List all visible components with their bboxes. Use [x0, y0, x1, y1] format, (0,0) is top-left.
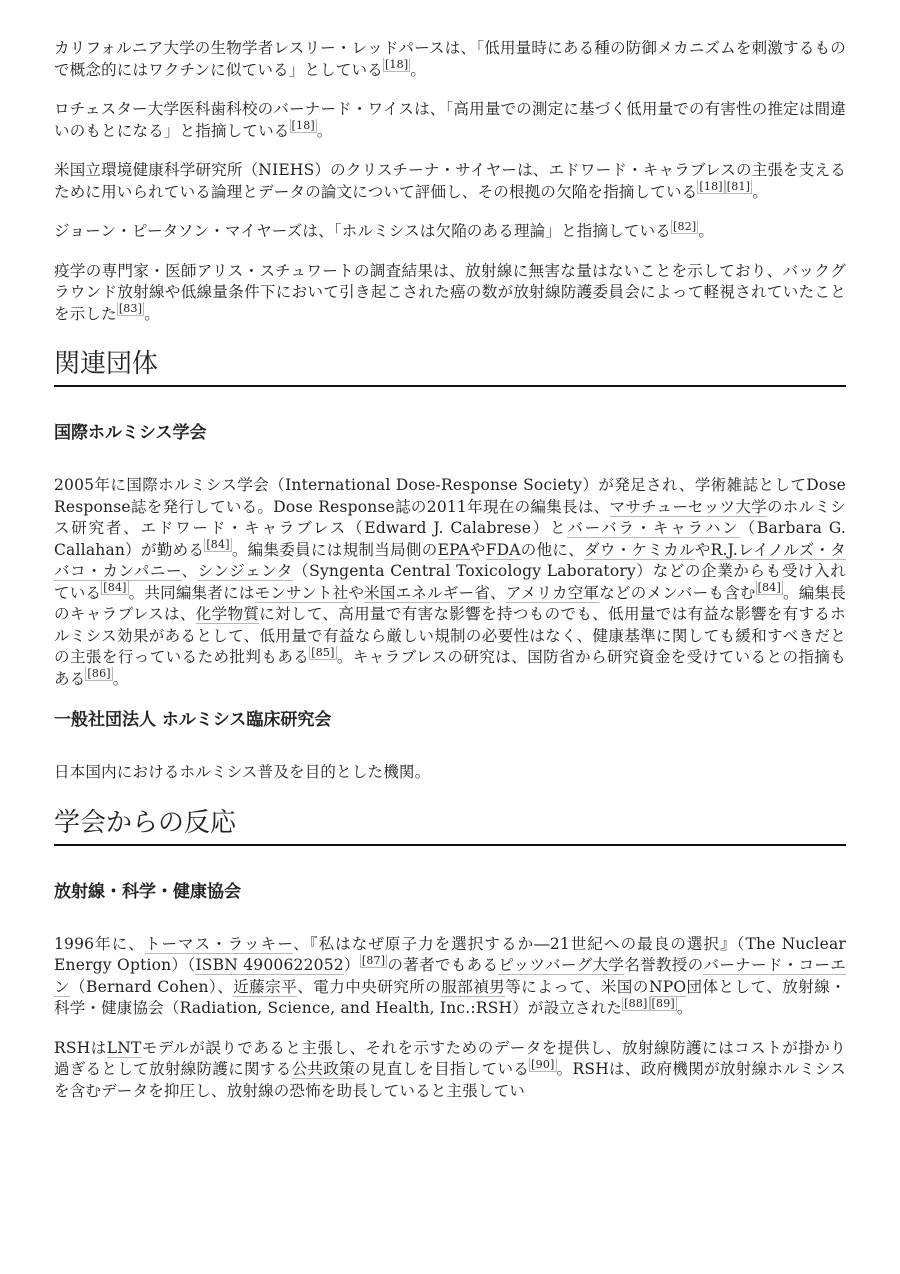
paragraph-text: 。 [676, 999, 693, 1017]
link-us-department-of-energy[interactable]: 米国エネルギー省 [364, 583, 491, 602]
paragraph-text: （Syngenta Central Toxicology Laboratory）などの企業からも受け入れている [54, 562, 847, 602]
paragraph-text: 名誉教授の [624, 956, 704, 974]
paragraph-niehs [54, 160, 846, 203]
paragraph-text: 。 [698, 222, 715, 240]
paragraph-text: 。RSHは、政府機関が放射線ホルミシスを含むデータを抑圧し、放射線の恐怖を助長していると主張してい [54, 1060, 846, 1100]
paragraph-text: や [469, 540, 486, 559]
link-isbn[interactable]: ISBN 4900622052 [195, 956, 344, 974]
paragraph-text: 、 [490, 583, 506, 602]
link-us-air-force[interactable]: アメリカ空軍 [505, 583, 600, 602]
link-lnt[interactable]: LNT [106, 1038, 142, 1057]
paragraph-rsh-founding [54, 934, 846, 1020]
paragraph-text: 。編集委員には規制当局側の [231, 540, 438, 559]
reference-link[interactable]: [83] [118, 302, 143, 316]
paragraph-text: 1996年に、 [54, 934, 145, 953]
paragraph-text: や [694, 540, 711, 559]
paragraph-text: モデルが誤りであると主張し、それを示すためのデータを提供し、放射線防護にはコストが掛かり過ぎるとして放射線防護に関する [54, 1038, 846, 1078]
link-bernard-cohen[interactable]: バーナード・コーエン [54, 956, 846, 996]
link-pittsburgh-university[interactable]: ピッツバーグ大学 [498, 956, 625, 974]
link-monsanto[interactable]: モンサント社 [254, 583, 349, 602]
paragraph-text: の著者でもある [387, 956, 499, 974]
reference-link[interactable]: [82] [673, 219, 697, 233]
paragraph-text: 。 [752, 182, 768, 201]
subsection-heading-ids: 国際ホルミシス学会 [54, 423, 207, 443]
link-dow-chemical[interactable]: ダウ・ケミカル [584, 540, 695, 559]
paragraph-text: 。 [316, 121, 333, 140]
paragraph-text: 、『私はなぜ原子力を選択するか―21世紀への最良の選択』（The Nuclear Energy Option）（ [54, 934, 847, 974]
paragraph-text: などのメンバーも含む [599, 583, 756, 602]
subsection-heading-rsh: 放射線・科学・健康協会 [54, 881, 241, 902]
paragraph-text: RSHは [54, 1038, 107, 1057]
paragraph-text: 米国立環境健康科学研究所（NIEHS）のクリスチーナ・サイヤーは、エドワード・キャラブレスの主張を支えるために用いられている論理とデータの論文について評価し、その根拠の欠陥を指摘している [54, 161, 846, 201]
paragraph-ids [54, 475, 846, 690]
paragraph-text: 。 [112, 669, 129, 688]
paragraph-rsh-claims [54, 1038, 846, 1103]
paragraph-text: 団体として、放射線・科学・健康協会（Radiation, Science, and Health, Inc.:RSH）が設立された [54, 977, 846, 1017]
paragraph-redpath [54, 38, 846, 81]
link-umass[interactable]: マサチューセッツ大学 [609, 497, 767, 516]
paragraph-text: の見直しを目指している [354, 1060, 530, 1078]
paragraph-text: 、電力中央研究所の [297, 977, 442, 996]
reference-link[interactable]: [18] [699, 180, 723, 194]
link-rj-reynolds[interactable]: R.J.レイノルズ・タバコ・カンパニー [54, 540, 846, 580]
reference-link[interactable]: [84] [103, 581, 127, 595]
link-sohei-kondo[interactable]: 近藤宗平 [233, 977, 298, 996]
paragraph-text: や [348, 583, 365, 602]
paragraph-stewart [54, 261, 846, 326]
paragraph-text: 疫学の専門家・医師アリス・スチュワートの調査結果は、放射線に無害な量はないことを示しており、バックグラウンド放射線や低線量条件下において引き起こされた癌の数が放射線防護委員会によって軽視されていたことを示した [54, 261, 846, 323]
reference-link[interactable]: [90] [531, 1057, 555, 1071]
paragraph-text: 。 [410, 60, 427, 79]
paragraph-text: 。キャラブレスの研究は、国防省から研究資金を受けているとの指摘もある [54, 648, 846, 688]
link-epa[interactable]: EPA [437, 540, 470, 559]
paragraph-text: の他に、 [520, 540, 585, 559]
paragraph-text: 等によって、米国の [505, 977, 649, 996]
section-heading-related-organizations: 関連団体 [54, 347, 846, 387]
paragraph-text: ジョーン・ピータソン・マイヤーズは、「ホルミシスは欠陥のある理論」と指摘している [54, 222, 671, 240]
link-thomas-luckey[interactable]: トーマス・ラッキー [144, 934, 294, 953]
reference-link[interactable]: [87] [361, 953, 386, 967]
reference-link[interactable]: [84] [206, 538, 230, 552]
paragraph-text: 。共同編集者には [128, 583, 255, 602]
paragraph-text: （Barbara G. Callahan）が勤める [54, 519, 847, 559]
paragraph-text: ロチェスター大学医科歯科校のバーナード・ワイスは、「高用量での測定に基づく低用量での有害性の推定は間違いのもとになる」と指摘している [54, 100, 846, 140]
reference-link[interactable]: [89] [651, 996, 675, 1010]
reference-link[interactable]: [88] [624, 996, 648, 1010]
paragraph-weiss [54, 99, 846, 142]
link-fda[interactable]: FDA [485, 540, 521, 559]
reference-link[interactable]: [81] [726, 180, 751, 194]
reference-link[interactable]: [85] [311, 645, 335, 659]
reference-link[interactable]: [18] [291, 119, 315, 133]
link-npo[interactable]: NPO [648, 977, 687, 996]
link-public-policy[interactable]: 公共政策 [291, 1060, 355, 1078]
reference-link[interactable]: [84] [757, 581, 781, 595]
reference-link[interactable]: [18] [384, 58, 409, 72]
paragraph-text: 。編集長のキャラブレスは、 [54, 583, 846, 623]
link-sadao-hattori[interactable]: 服部禎男 [441, 977, 506, 996]
paragraph-text: に対して、高用量で有害な影響を持つものでも、低用量では有益な影響を有するホルミシス効果があるとして、低用量で有益なら厳しい規制の必要性はなく、健康基準に関しても緩和すべきだとの主張を行っているため批判もある [54, 605, 846, 666]
paragraph-text: ） [343, 956, 360, 974]
paragraph-text: 2005年に国際ホルミシス学会（International Dose-Response Society）が発足され、学術雑誌としてDose Response誌を発行している。Dose Response誌の2011年現在の編集長は、 [54, 476, 846, 516]
paragraph-text: 。 [144, 304, 160, 323]
paragraph-clinical-research: 日本国内におけるホルミシス普及を目的とした機関。 [54, 763, 431, 781]
paragraph-text: （Bernard Cohen）、 [70, 977, 234, 996]
paragraph-myers [54, 221, 846, 243]
paragraph-text: のホルミシス研究者、エドワード・キャラブレス（Edward J. Calabrese）と [54, 497, 846, 537]
section-heading-academic-reaction: 学会からの反応 [54, 806, 846, 846]
subsection-heading-clinical-research: 一般社団法人 ホルミシス臨床研究会 [54, 710, 332, 730]
paragraph-text: 、 [181, 562, 198, 580]
paragraph-text: カリフォルニア大学の生物学者レスリー・レッドパースは、「低用量時にある種の防御メカニズムを刺激するもので概念的にはワクチンに似ている」としている [54, 39, 846, 79]
reference-link[interactable]: [86] [87, 667, 111, 681]
link-barbara-callahan[interactable]: バーバラ・キャラハン [567, 519, 740, 537]
link-chemical-substance[interactable]: 化学物質 [195, 605, 260, 623]
link-syngenta[interactable]: シンジェンタ [197, 562, 293, 580]
